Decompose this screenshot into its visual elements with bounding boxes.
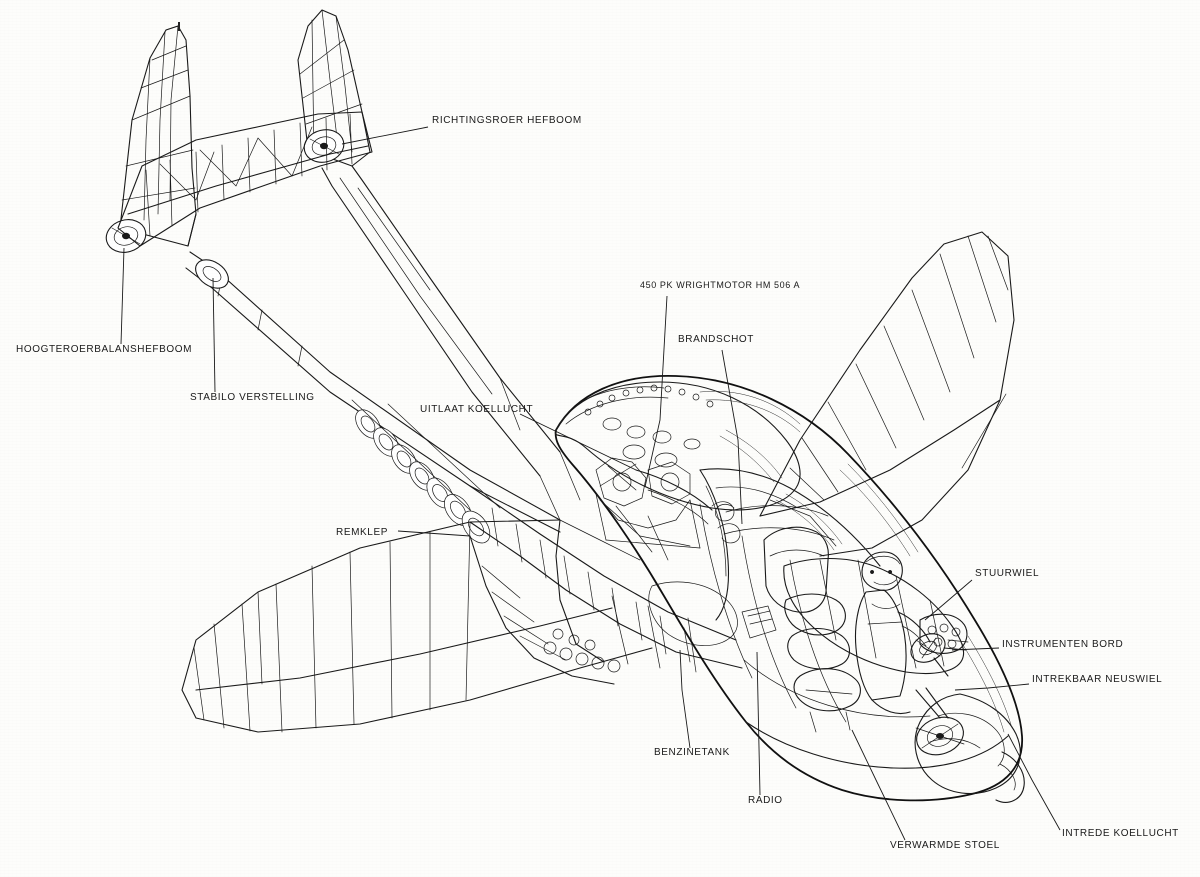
callout-label-radio: RADIO (748, 795, 783, 806)
callout-label-motor: 450 PK WRIGHTMOTOR HM 506 A (640, 280, 801, 290)
callout-label-intrekbaar-neuswiel: INTREKBAAR NEUSWIEL (1032, 674, 1163, 685)
callout-label-uitlaat-koellucht: UITLAAT KOELLUCHT (420, 404, 534, 415)
registration-mark (178, 22, 180, 31)
callout-label-hoogteroerbalanshefboom: HOOGTEROERBALANSHEFBOOM (16, 344, 193, 355)
callout-label-instrumentenbord: INSTRUMENTEN BORD (1002, 639, 1124, 650)
callout-label-richtingsroer-hefboom: RICHTINGSROER HEFBOOM (432, 115, 582, 126)
callout-label-intrede-koellucht: INTREDE KOELLUCHT (1062, 828, 1179, 839)
callout-label-remklep: REMKLEP (336, 527, 388, 538)
callout-label-verwarmde-stoel: VERWARMDE STOEL (890, 840, 1000, 851)
callout-label-stabilo-verstelling: STABILO VERSTELLING (190, 392, 315, 403)
callout-label-benzinetank: BENZINETANK (654, 747, 730, 758)
callout-label-brandschot: BRANDSCHOT (678, 334, 755, 345)
callout-label-stuurwiel: STUURWIEL (975, 568, 1040, 579)
